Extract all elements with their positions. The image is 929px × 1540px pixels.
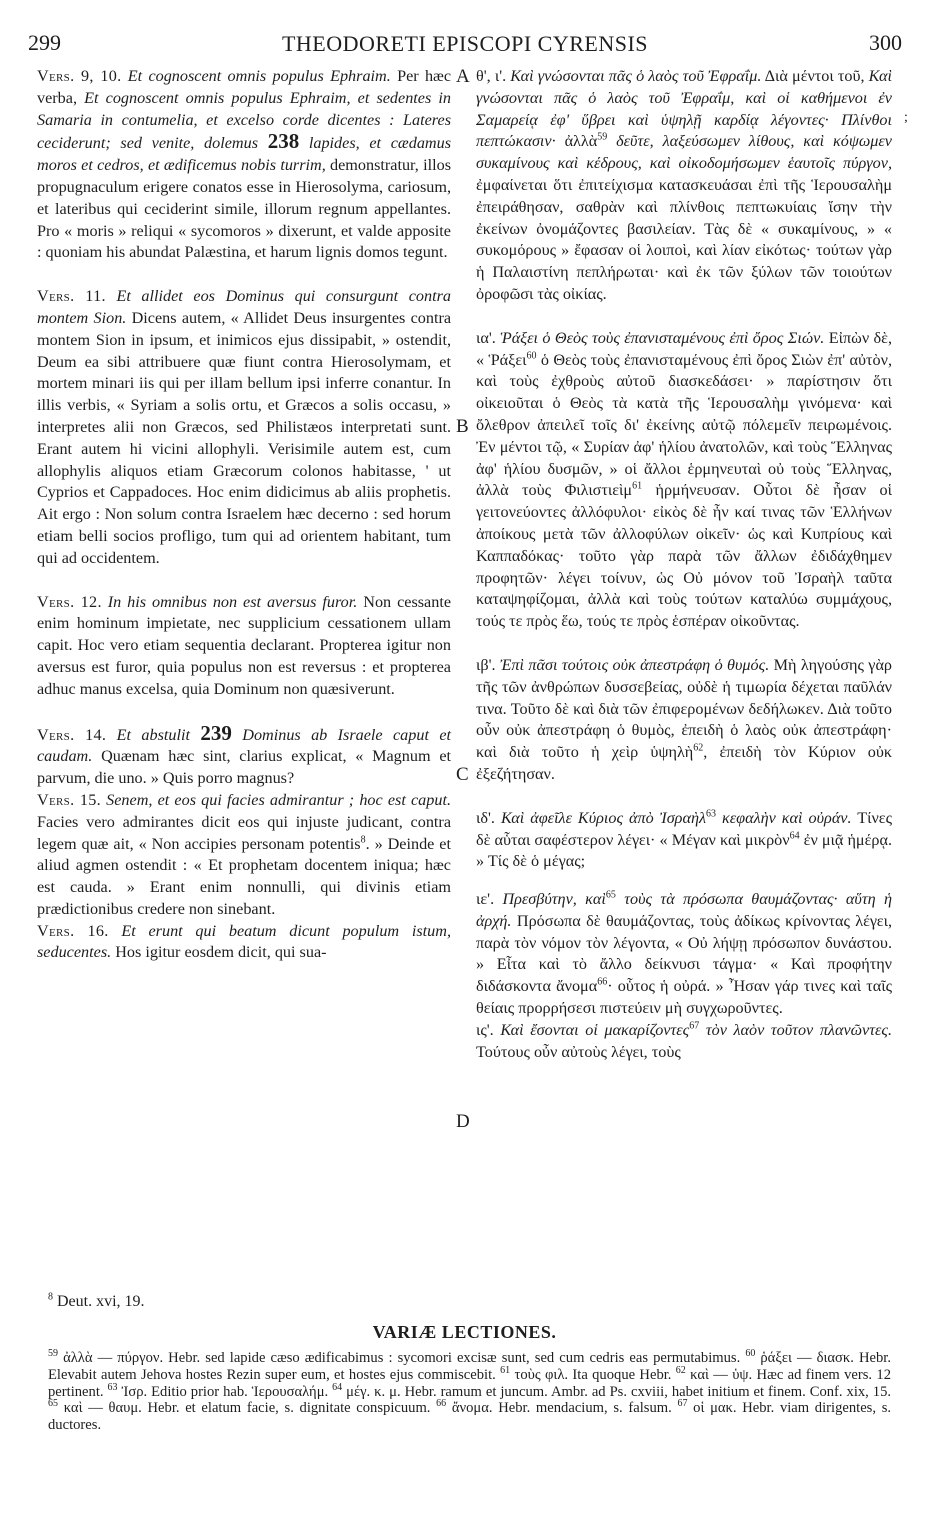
greek-paragraph-16 <box>476 1020 892 1064</box>
section-letter-a: A <box>456 66 470 87</box>
section-letter-b: B <box>456 416 469 437</box>
paragraph-text: Τίνες δὲ αὗται σαφέστερον λέγει· « Μέγαν καὶ μικρὸν <box>476 808 893 849</box>
verse-ref: Vers. 11. <box>37 287 106 306</box>
paragraph-text: demonstratur, illos propugnaculum erigere conatos esse in Hierosolyma, cariosum, et lateribus qui ceciderint simile, illorum regnum appellantes. Pro « moris » reliqui « sycomoros » dixerunt, et valde apposite : quoniam his abundat Palæstina, et harum lignis domos tegunt. <box>37 156 451 262</box>
paragraph-text: . » Deinde et aliud agmen ostendit : « Et prophetam docentem iniqua; hæc est cauda. » Erant enim nonnulli, qui divinis etiam prædictionibus credere non sinebant. <box>37 834 451 918</box>
paragraph-text: ἐμφαίνεται ὅτι ἐπιτείχισμα κατασκευάσαι ἐπὶ τῆς Ἱερουσαλὴμ ἐπειράθησαν, σαθρὰν καὶ πλίνθοις πεπτωκυίαις ἴσην τὴν ἐκείνων ὀνομάζοντες βασιλείαν. Τὰς δὲ « συκαμίνους, » « συκομόρους » ἔφασαν οἱ λοιποὶ, καὶ λίαν εἰκότως· τούτων γὰρ ἡ Παλαιστίνη πεπλήρωται· καὶ ἐκ τῶν ξύλων τῶν τοιούτων ὀροφῶσι τὰς οἰκίας. <box>476 175 892 303</box>
right-page-number: 300 <box>869 30 902 55</box>
greek-paragraph-15 <box>476 889 892 1020</box>
footnote-text: Deut. xvi, 19. <box>57 1293 145 1310</box>
quoted-verse: Καὶ γνώσονται πᾶς ὁ λαὸς τοῦ Ἐφραΐμ, καὶ οἱ καθήμενοι ἐν Σαμαρείᾳ ἐφ' ὕβρει καὶ ὑψηλῇ καρδίᾳ λέγοντες· Πλίνθοι πεπτώκασιν· <box>476 67 892 151</box>
verse-lemma: τὸν λαὸν τοῦτον πλανῶντες. <box>705 1020 893 1039</box>
footnote-ref: 8 <box>360 834 366 846</box>
left-page-number: 299 <box>28 30 61 55</box>
variant-ref: 62 <box>693 742 704 754</box>
variant-ref: 60 <box>526 350 537 362</box>
variant-text: οἱ μακ. Hebr. viam dirigentes, s. ductores. <box>48 1400 892 1434</box>
variant-text: ἄνομα. Hebr. mendacium, s. falsum. <box>451 1400 672 1417</box>
latin-paragraph-vers-15 <box>37 790 451 921</box>
variant-number: 64 <box>332 1381 343 1393</box>
edition-page-marker: 239 <box>200 720 232 745</box>
paragraph-text: ἐν μιᾷ ἡμέρᾳ. » Τίς δὲ ὁ μέγας; <box>476 830 893 871</box>
verse-ref: Vers. 12. <box>37 592 102 611</box>
variant-ref: 65 <box>605 889 616 901</box>
greek-paragraph-9-10 <box>476 66 892 306</box>
verse-lemma: Et allidet eos Dominus qui consurgunt contra montem Sion. <box>37 287 452 327</box>
variant-number: 59 <box>48 1348 58 1360</box>
verse-lemma: Et erunt qui beatum dicunt populum istum, seducentes. <box>37 921 451 962</box>
paragraph-text: , ἐπειδὴ τὸν Κύριον οὐκ ἐξεζήτησαν. <box>476 743 892 783</box>
greek-paragraph-14 <box>476 808 892 873</box>
variant-ref: 59 <box>597 132 608 143</box>
variant-ref: 64 <box>789 830 800 842</box>
greek-paragraph-12 <box>476 655 892 786</box>
variant-text: ἀλλὰ — πύργον. Hebr. sed lapide cæso ædificabimus : sycomori excisæ sunt, sed cum cedris eas permutabimus. <box>63 1350 741 1366</box>
latin-paragraph-vers-9-10 <box>37 66 451 264</box>
verse-lemma: τοὺς τὰ πρόσωπα θαυμάζοντας· αὕτη ἡ ἀρχή. <box>476 890 893 930</box>
paragraph-text: Non cessante enim hominum impietate, nec supplicium cessationem ullam capit. Hoc vero etiam sequentia declarant. Propterea igitur non aversus est furor, quia populus non est reversus : et propterea adhuc manus excelsa, quia Dominum non quæsiverunt. <box>37 592 452 698</box>
verse-lemma: Καὶ γνώσονται πᾶς ὁ λαὸς τοῦ Ἐφραΐμ. <box>510 67 762 85</box>
paragraph-text: Εἰπὼν δὲ, « Ῥάξει <box>476 328 893 369</box>
paragraph-text: Hos igitur eosdem dicit, qui sua- <box>115 943 327 962</box>
quoted-verse: δεῦτε, λαξεύσωμεν λίθους, καὶ κόψωμεν συκαμίνους καὶ κέδρους, καὶ οἰκοδομήσωμεν ἑαυτοῖς πύργον, <box>476 132 892 173</box>
paragraph-text: Πρόσωπα δὲ θαυμάζοντας, τοὺς ἀδίκως κρίνοντας λέγει, παρὰ τὸν νόμον τὸν λέγοντα, « Οὐ λήψῃ πρόσωπον δυνάστου. » Εἶτα καὶ τὸ ἄλλο δείκνυσι τάγμα· « Καὶ προφήτην διδάσκοντα ἄνομα <box>476 911 892 996</box>
variant-text: καὶ — θαυμ. Hebr. et elatum facie, s. dignitate conspicuum. <box>63 1400 431 1417</box>
variant-text: Ἰσρ. Editio prior hab. Ἱερουσαλήμ. <box>121 1383 329 1400</box>
quoted-verse: lapides, et cædamus moros et cedros, et ædificemus nobis turrim, <box>37 134 451 175</box>
verse-number: ις'. <box>476 1020 494 1039</box>
paragraph-text: Τούτους οὖν αὐτοὺς λέγει, τοὺς <box>476 1042 681 1061</box>
verse-ref: Vers. 14. <box>37 725 107 744</box>
variant-ref: 67 <box>689 1020 700 1032</box>
verse-lemma: Dominus ab Israele caput et caudam. <box>37 725 452 766</box>
variant-number: 63 <box>107 1381 118 1393</box>
verse-number: ιδ'. <box>476 808 495 827</box>
latin-paragraph-vers-12 <box>37 592 451 701</box>
greek-column <box>476 66 892 1063</box>
variae-lectiones-title: VARIÆ LECTIONES. <box>372 1322 557 1342</box>
quoted-verse: Et cognoscent omnis populus Ephraim, et sedentes in Samaria in contumelia, et excelso corde dicentes : Lateres ceciderunt; sed venite, dolemus <box>37 88 452 153</box>
verse-lemma: Καὶ ἔσονται οἱ μακαρίζοντες <box>500 1020 690 1039</box>
paragraph-text: Dicens autem, « Allidet Deus insurgentes contra montem Sion in ipsum, et inimicos ejus dissipabit, » ostendit, Deum ea sibi attribuere quæ fiunt contra Hierosolymam, et mortem minari iis qui per illam bellum ipsi inferre conantur. In illis verbis, « Syriam a solis ortu, et Græcos a solis occasu, » interpretes alii non Græcos, sed Philistæos interpretati sunt. Erant autem hi vicini allophyli. Verisimile autem est, cum allophylis aliquos etiam Græcorum colonos habitasse, ' ut Cyprios et Cappadoces. Hoc enim didicimus ab aliis prophetis. Ait ergo : Non solum contra Israelem hæc decerno : sed horum etiam belli socios profligo, tum qui ad orientem habitant, tum qui ad occidentem. <box>37 308 452 567</box>
variant-ref: 66 <box>597 976 608 988</box>
paragraph-text: ἡρμήνευσαν. Οὗτοι δὲ ἦσαν οἱ γειτονεύοντες ἀλλόφυλοι· εἰκὸς δὲ ἦν καί τινας τῶν Ἑλλήνων ἀποίκους μετὰ τῶν ἀλλοφύλων οἰκεῖν· ὡς καὶ Κυπρίους καὶ Καππαδόκας· τοῦτο γὰρ παρὰ τῶν ἄλλων ἐδιδάχθημεν προφητῶν· λέγει τοίνυν, ὡς Οὐ μόνον τοῦ Ἰσραὴλ ταῦτα καταψηφίζομαι, ἀλλὰ καὶ τοὺς τούτων καταλύω συμμάχους, τούς τε πρὸς ἕω, τούς τε πρὸς ἑσπέραν οἰκοῦντας. <box>476 481 893 631</box>
verse-lemma: Ῥάξει ὁ Θεὸς τοὺς ἐπανισταμένους ἐπὶ ὄρος Σιών. <box>500 328 825 347</box>
verse-ref: Vers. 15. <box>37 790 101 809</box>
paragraph-text: Διὰ μέντοι τοῦ, <box>764 67 865 85</box>
variant-text: τοὺς φιλ. Ita quoque Hebr. <box>514 1366 672 1383</box>
verse-number: ιβ'. <box>476 655 496 674</box>
running-title: THEODORETI EPISCOPI CYRENSIS <box>281 31 649 56</box>
paragraph-text: ἀλλὰ <box>564 132 598 151</box>
section-letter-c: C <box>456 764 469 785</box>
running-header <box>28 30 902 64</box>
verse-lemma: Πρεσβύτην, καὶ <box>502 890 606 909</box>
variae-lectiones <box>48 1350 891 1434</box>
verse-number: ιε'. <box>476 890 495 909</box>
verse-lemma: Et cognoscent omnis populus Ephraim. <box>127 67 391 85</box>
variant-text: ῥάξει — διασκ. Hebr. Elevabit autem Jehova hostes Rezin super eum, et hostes ejus commiscebit. <box>48 1350 892 1383</box>
variant-number: 61 <box>500 1364 511 1376</box>
variant-text: καὶ — ὑψ. Hæc ad finem vers. 12 pertinent. <box>48 1366 892 1400</box>
variant-number: 60 <box>745 1348 756 1360</box>
variant-number: 65 <box>48 1398 58 1410</box>
variant-ref: 63 <box>706 808 716 820</box>
verse-lemma: Et abstulit <box>116 725 190 744</box>
verse-ref: Vers. 9, 10. <box>37 67 122 85</box>
paragraph-text: Facies vero admirantes dicit eos qui injuste judicant, contra legem quæ ait, « Non accipies personam potentis <box>37 812 451 853</box>
latin-paragraph-vers-16 <box>37 921 451 965</box>
paragraph-text: Quænam hæc sint, clarius explicat, « Magnum et parvum, die uno. » Quis porro magnus? <box>37 747 451 788</box>
latin-column <box>37 66 451 964</box>
variant-number: 67 <box>677 1398 688 1410</box>
latin-paragraph-vers-14 <box>37 720 452 790</box>
variant-number: 62 <box>675 1364 686 1376</box>
verse-number: ια'. <box>476 328 496 347</box>
footnote <box>48 1293 145 1311</box>
latin-paragraph-vers-11 <box>37 286 451 569</box>
verse-ref: Vers. 16. <box>37 921 109 940</box>
verse-lemma: Senem, et eos qui facies admirantur ; hoc est caput. <box>106 790 451 809</box>
variant-number: 66 <box>436 1398 447 1410</box>
verse-lemma: κεφαλὴν καὶ οὐράν. <box>721 808 852 827</box>
greek-paragraph-11 <box>476 328 892 633</box>
verse-lemma: In his omnibus non est aversus furor. <box>107 592 358 611</box>
verse-lemma: Καὶ ἀφεῖλε Κύριος ἀπὸ Ἰσραὴλ <box>500 808 706 827</box>
paragraph-text: · οὗτος ἡ οὐρά. » Ἦσαν γάρ τινες καὶ ταῖς θείαις προρρήσεσι πιστεύειν μὴ συγχωροῦντες. <box>476 977 892 1018</box>
verse-lemma: Ἐπὶ πᾶσι τούτοις οὐκ ἀπεστράφη ὁ θυμός. <box>499 655 770 674</box>
variant-text: μέγ. κ. μ. Hebr. ramum et juncum. Ambr. ad Ps. cxviii, habet initium et finem. Conf. xix, 15. <box>346 1383 892 1400</box>
section-letter-d: D <box>456 1111 470 1132</box>
variant-ref: 61 <box>632 480 643 492</box>
paragraph-text: Μὴ ληγούσης γὰρ τῆς τῶν ἀνθρώπων δυσσεβείας, οὐδὲ ἡ τιμωρία δέχεται παῦλάν τινα. Τοῦτο δὲ καὶ διὰ τῶν ἐπιφερομένων δεδήλωκεν. Διὰ τοῦτο οὖν οὐκ ἀπεστράφη ὁ θυμὸς, ἐπειδὴ ὁ λαὸς οὐκ ἀπεστράφη· καὶ διὰ τοῦτο ἡ χεὶρ ὑψηλὴ <box>476 655 893 762</box>
verse-number: θ', ι'. <box>476 67 507 85</box>
footnote-mark: 8 <box>48 1291 53 1303</box>
margin-mark: ; <box>904 110 908 125</box>
edition-page-marker: 238 <box>267 129 300 154</box>
paragraph-text: ὁ Θεὸς τοὺς ἐπανισταμένους ἐπὶ ὄρος Σιὼν ἐπ' αὐτὸν, καὶ τοὺς ἐχθροὺς αὐτοῦ διασκεδάσει· » παρίστησιν ὅτι οἰκειοῦται ὁ Θεὸς τὰ κατὰ τῆς Ἱερουσαλὴμ γινόμενα· καὶ ὄλεθρον ἀπειλεῖ τοῖς δι' ἐκείνης αὐτῷ πόλεμεῖν πειρωμένοις. Ἐν μέντοι τῷ, « Συρίαν ἀφ' ἡλίου ἀνατολῶν, καὶ τοὺς Ἕλληνας ἀφ' ἡλίου δυσμῶν, » οἱ ἄλλοι ἑρμηνευταὶ οὐ τοὺς Ἕλληνας, ἀλλὰ τοὺς Φιλιστιεὶμ <box>476 350 892 500</box>
paragraph-text: Per hæc verba, <box>37 67 452 107</box>
